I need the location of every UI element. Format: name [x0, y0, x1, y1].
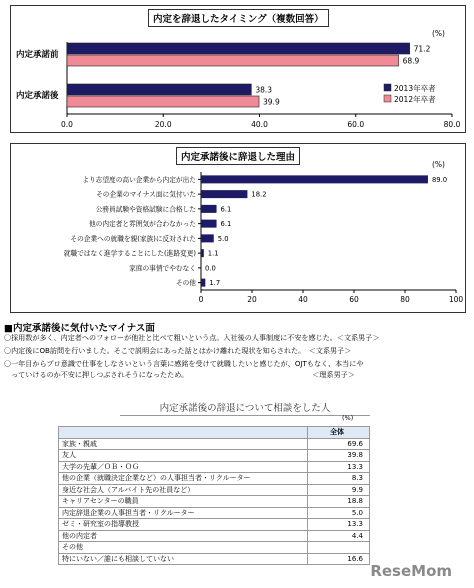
- table-row-label: 家族・親戚: [59, 438, 308, 450]
- chart1-tick-label: 40.0: [251, 120, 268, 129]
- chart2-category-label: その他: [175, 279, 196, 288]
- chart2-value-label: 18.2: [251, 190, 267, 199]
- chart2-tick-label: 20: [247, 295, 257, 304]
- chart1-tick-label: 0.0: [61, 120, 73, 129]
- comment-4: っていけるのか不安に押しつぶされそうになったため。 ＜理系男子＞: [4, 370, 355, 379]
- table-row: [59, 484, 370, 496]
- table-row-value: 18.8: [308, 496, 370, 508]
- table-row-label: その他: [59, 542, 308, 554]
- chart2-bar: [201, 249, 204, 257]
- table-row-value: 69.6: [308, 438, 370, 450]
- chart2-value-label: 1.1: [207, 249, 219, 258]
- chart1-tick-label: 60.0: [347, 120, 365, 129]
- table-row-label: 大学の先輩／ＯＢ・ＯＧ: [59, 461, 308, 473]
- chart2-value-label: 1.7: [209, 279, 221, 288]
- chart1-value-label: 39.9: [263, 97, 280, 107]
- chart2-category-label: 公務員試験や資格試験に合格した: [95, 205, 196, 214]
- comment-3: 〇一年目からプロ意識で仕事をしなさいという言葉に感銘を受けて就職したいと感じたが、OJTもなく、本当にや: [4, 359, 364, 368]
- table-row: [59, 473, 370, 485]
- resemom-logo: ReseMom: [370, 562, 452, 580]
- chart2-title: 内定承諾後に辞退した理由: [176, 147, 300, 165]
- chart1-unit: (%): [432, 29, 445, 38]
- table-row: [59, 450, 370, 462]
- chart2-bar: [201, 234, 214, 242]
- table-row-label: 身近な社会人（アルバイト先の社員など）: [59, 484, 308, 496]
- table-row: [59, 542, 370, 554]
- table-row-value: [308, 542, 370, 554]
- table-row: [59, 507, 370, 519]
- chart2-bar: [201, 205, 217, 213]
- table-row-label: 友人: [59, 450, 308, 462]
- table-row: [59, 461, 370, 473]
- chart1-legend-label: 2012年卒者: [394, 95, 436, 104]
- table-row: [59, 519, 370, 531]
- table-header-total: 全体: [308, 427, 370, 439]
- chart2-bar: [201, 190, 247, 198]
- chart2-category-label: 就職ではなく進学することにした(進路変更): [63, 249, 196, 258]
- chart1-category-label: 内定承諾後: [16, 91, 59, 101]
- table-row: [59, 553, 370, 565]
- chart1-legend-label: 2013年卒者: [394, 84, 436, 93]
- table-row-value: 5.0: [308, 507, 370, 519]
- consultation-table: [58, 426, 370, 565]
- chart2-value-label: 0.0: [205, 264, 216, 273]
- section-title: ■内定承諾後に気付いたマイナス面: [4, 323, 155, 334]
- table-row-label: 特にいない／誰にも相談していない: [59, 553, 308, 565]
- chart2-bar: [201, 279, 205, 287]
- chart2-value-label: 89.0: [431, 175, 448, 184]
- table-row-value: 39.8: [308, 450, 370, 462]
- table-row-label: 他の企業（就職決定企業など）の人事担当者・リクルーター: [59, 473, 308, 485]
- chart2-tick-label: 100: [448, 295, 464, 304]
- table-row-value: 4.4: [308, 530, 370, 542]
- chart2-tick-label: 40: [298, 295, 308, 304]
- comment-1: 〇採用数が多く、内定者へのフォローが他社と比べて粗いという点。入社後の人事制度に不安を感じた。＜文系男子＞: [4, 333, 380, 342]
- table-row-value: 16.6: [308, 553, 370, 565]
- chart2-category-label: その企業への就職を親(家族)に反対された: [70, 234, 196, 243]
- chart1-tick-label: 80.0: [443, 120, 461, 129]
- comment-2: 〇内定後にOB訪問を行いました。そこで説明会にあった話とはかけ離れた現状を知らされた。 ＜文系男子＞: [4, 346, 352, 355]
- chart1-value-label: 38.3: [255, 85, 273, 95]
- table-header-row: [59, 427, 370, 439]
- table-unit: (%): [342, 414, 354, 422]
- table-row-value: 8.3: [308, 473, 370, 485]
- chart1-tick-label: 20.0: [154, 120, 172, 129]
- chart2-tick-label: 0: [198, 295, 204, 304]
- chart1-value-label: 68.9: [402, 56, 420, 66]
- chart1-category-label: 内定承諾前: [16, 50, 59, 60]
- chart2-category-label: より志望度の高い企業から内定が出た: [82, 175, 196, 184]
- chart1-value-label: 71.2: [413, 44, 431, 54]
- table-row-label: 内定辞退企業の人事担当者・リクルーター: [59, 507, 308, 519]
- chart2-value-label: 5.0: [217, 234, 229, 243]
- table-row-label: ゼミ・研究室の指導教授: [59, 519, 308, 531]
- table-row-label: キャリアセンターの職員: [59, 496, 308, 508]
- chart2-category-label: 家庭の事情でやむなく: [129, 264, 196, 273]
- chart2-value-label: 6.1: [220, 220, 232, 229]
- table-header-blank: [59, 427, 308, 439]
- table-row: [59, 496, 370, 508]
- chart2-bar: [201, 175, 428, 183]
- table-row: [59, 530, 370, 542]
- chart1-title: 内定を辞退したタイミング（複数回答）: [148, 9, 329, 27]
- chart2-bar: [201, 220, 217, 228]
- table-row-value: 13.3: [308, 519, 370, 531]
- table-row-value: 13.3: [308, 461, 370, 473]
- table-row-label: 他の内定者: [59, 530, 308, 542]
- chart2-category-label: その企業のマイナス面に気付いた: [96, 190, 196, 199]
- chart2-tick-label: 60: [349, 295, 359, 304]
- chart2-category-label: 他の内定者と雰囲気が合わなかった: [89, 220, 196, 229]
- table-title: 内定承諾後の辞退について相談をした人: [120, 400, 370, 416]
- chart2-unit: (%): [432, 160, 445, 169]
- chart2-value-label: 6.1: [220, 205, 232, 214]
- table-row-value: 9.9: [308, 484, 370, 496]
- chart2-tick-label: 80: [400, 295, 410, 304]
- table-row: [59, 438, 370, 450]
